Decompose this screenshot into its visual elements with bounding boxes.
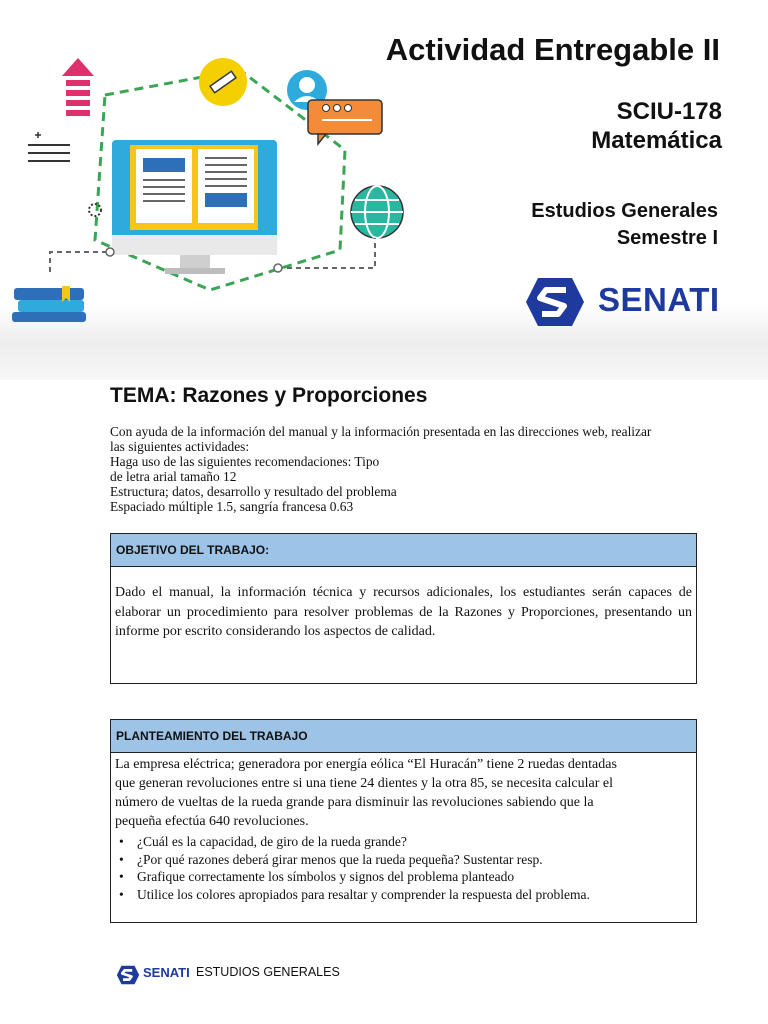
statement-line: que generan revoluciones entre si una tiene 24 dientes y la otra 85, se necesita calcular el (115, 776, 613, 791)
book-icon (130, 145, 258, 230)
globe-icon (351, 186, 403, 238)
intro-line: Haga uso de las siguientes recomendaciones: Tipo (110, 454, 380, 469)
intro-line: Estructura; datos, desarrollo y resultado del problema (110, 484, 397, 499)
objective-heading: OBJETIVO DEL TRABAJO: (111, 534, 696, 567)
question-list (115, 833, 692, 903)
upload-arrow-icon (62, 58, 94, 116)
senati-logo-text: SENATI (598, 281, 720, 318)
list-item: • ¿Por qué razones deberá girar menos que la rueda pequeña? Sustentar resp. (115, 851, 692, 869)
pencil-icon (199, 58, 247, 106)
semester: Semestre I (616, 227, 718, 249)
statement-line: pequeña efectúa 640 revoluciones. (115, 814, 309, 829)
department: Estudios Generales (531, 200, 718, 222)
objective-text: Dado el manual, la información técnica y recursos adicionales, los estudiantes serán capaces de elaborar un procedimiento para resolver problemas de la Razones y Proporciones, presentando un informe por escrito considerando los aspectos de calidad. (115, 585, 692, 639)
intro-text (110, 424, 710, 514)
senati-logo-icon (524, 276, 586, 328)
intro-line: las siguientes actividades: (110, 439, 250, 454)
footer-text: ESTUDIOS GENERALES (196, 965, 340, 979)
gear-icon (89, 204, 101, 216)
footer-brand: SENATI (143, 965, 190, 980)
list-item: • ¿Cuál es la capacidad, de giro de la rueda grande? (115, 833, 692, 851)
books-icon (12, 286, 86, 322)
topic-heading: TEMA: Razones y Proporciones (110, 384, 428, 407)
footer-logo-icon (116, 965, 140, 985)
list-item: • Utilice los colores apropiados para resaltar y comprender la respuesta del problema. (115, 886, 607, 904)
statement-body (111, 753, 696, 903)
intro-line: Espaciado múltiple 1.5, sangría francesa 0.63 (110, 499, 354, 514)
statement-box (110, 719, 697, 923)
education-illustration (0, 40, 420, 330)
statement-heading: PLANTEAMIENTO DEL TRABAJO (111, 720, 696, 753)
list-item: • Grafique correctamente los símbolos y signos del problema planteado (115, 868, 692, 886)
statement-line: número de vueltas de la rueda grande para disminuir las revoluciones sabiendo que la (115, 795, 594, 810)
intro-line: Con ayuda de la información del manual y la información presentada en las direcciones web, realizar (110, 424, 652, 439)
intro-line: de letra arial tamaño 12 (110, 469, 237, 484)
statement-line: La empresa eléctrica; generadora por energía eólica “El Huracán” tiene 2 ruedas dentadas (115, 757, 617, 772)
document-title: Actividad Entregable II (385, 32, 720, 67)
statement-paragraph (115, 755, 692, 831)
course-name: Matemática (591, 127, 722, 154)
objective-box (110, 533, 697, 684)
list-icon (28, 132, 70, 161)
chat-bubble-icon (308, 100, 382, 144)
course-code: SCIU-178 (616, 98, 722, 125)
